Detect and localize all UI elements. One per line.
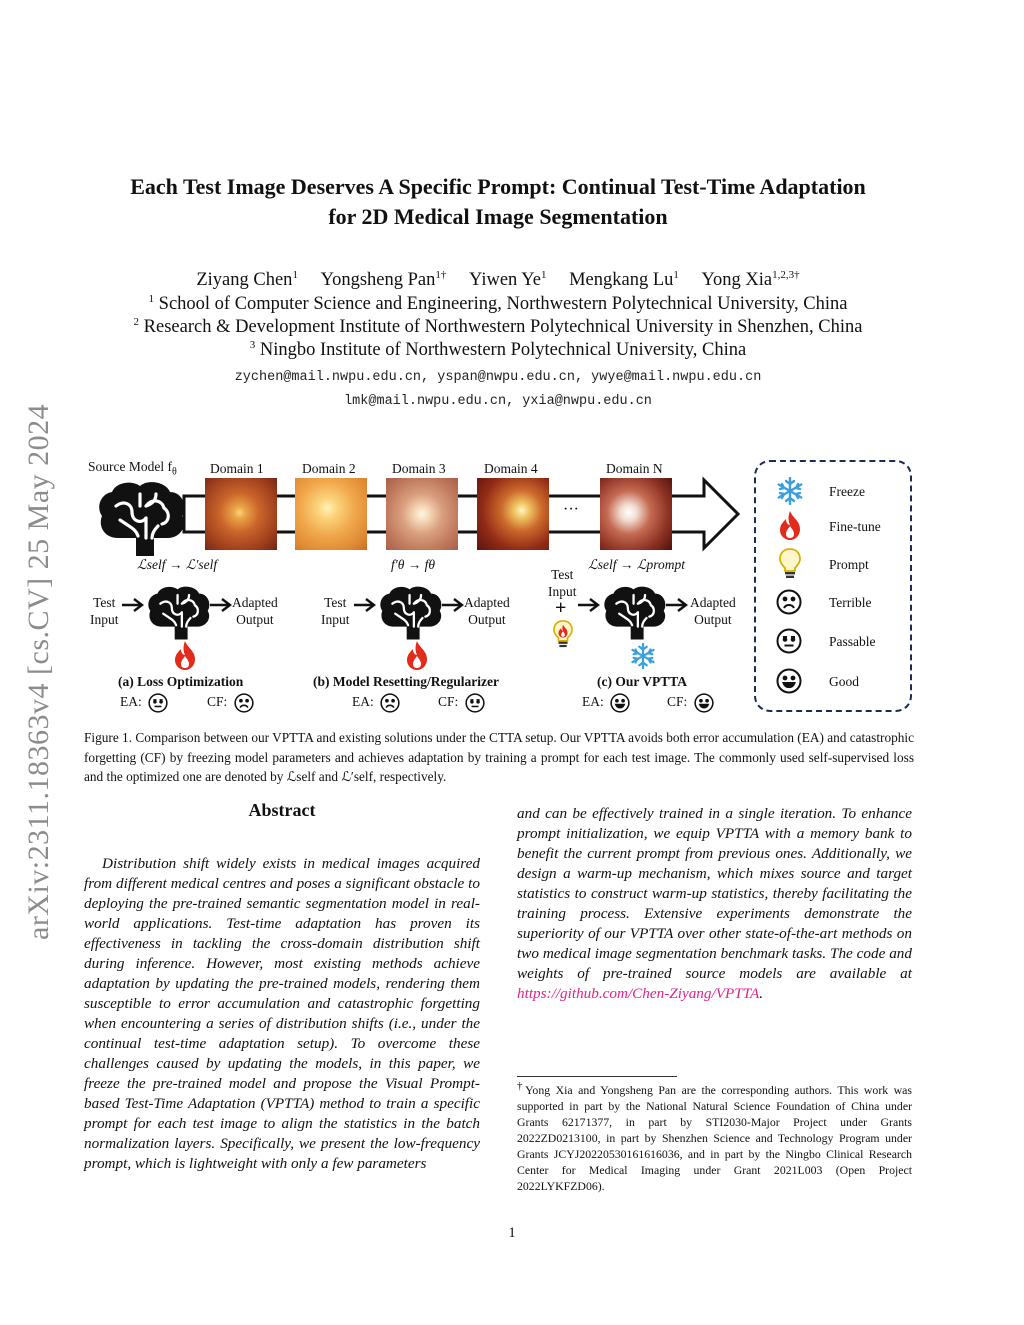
figure-legend (754, 460, 912, 712)
arrow-right-icon (442, 598, 466, 612)
domain-label: Domain 2 (302, 461, 356, 476)
abstract-body-continued: and can be effectively trained in a single iteration. To enhance prompt initialization, we equip VPTTA with a memory bank to benefit the current prompt from previous ones. Additionally, we design a warm-up mechanism, which mixes source and target statistics to construct warm-up statistics, thereby facilitating the training process. Extensive experiments demonstrate the superiority of our VPTTA over other state-of-the-art methods on two medical image segmentation benchmark tasks. The code and weights of pre-trained source models are available at https://github.com/Chen-Ziyang/VPTTA. (517, 805, 912, 1002)
ea-label: EA: (582, 694, 604, 709)
affiliation: $^2$ Research & Development Institute of Northwestern Polytechnical University in Shenzhen, China (133, 315, 863, 337)
affiliation: $^1$ School of Computer Science and Engineering, Northwestern Polytechnical University, China (148, 292, 848, 314)
domain-label: Domain 4 (484, 461, 538, 476)
fine-tune-flame-icon (780, 511, 800, 540)
fundus-image-domain-n (600, 478, 672, 550)
formula-model-resetting: f′θ → fθ (391, 557, 435, 572)
footnote: †Yong Xia and Yongsheng Pan are the corresponding authors. This work was supported in part by the National Natural Science Foundation of China under Grants 62171377, in part by STI2030-Major Project under Grants 2022ZD0213100, in part by Shenzhen Science and Technology Program under Grants JCYJ20220530161616036, and in part by the Ningbo Clinical Research Center for Medical Imaging under Grant 2021L003 (Open Project 2022LYKFZD06). (517, 1080, 913, 1193)
plus-sign: + (555, 597, 567, 619)
legend-fine-tune-label: Fine-tune (829, 519, 881, 534)
good-face-icon (694, 693, 714, 713)
paper-title (60, 172, 936, 232)
fine-tune-flame-icon (407, 641, 427, 670)
ea-label: EA: (120, 694, 142, 709)
title-line-1: Each Test Image Deserves A Specific Prompt: Continual Test-Time Adaptation (130, 174, 866, 199)
adapted-output-label: Adapted Output (464, 595, 510, 627)
arxiv-identifier-stamp: arXiv:2311.18363v4 [cs.CV] 25 May 2024 (22, 403, 55, 940)
legend-freeze-label: Freeze (829, 484, 865, 499)
fundus-image-domain-2 (295, 478, 367, 550)
legend-prompt-label: Prompt (829, 557, 869, 572)
abstract-heading: Abstract (248, 800, 316, 820)
cf-label: CF: (438, 694, 459, 709)
panel-c-caption: (c) Our VPTTA (597, 674, 687, 689)
cf-label: CF: (207, 694, 228, 709)
domain-label: Domain N (606, 461, 663, 476)
domain-sequence-arrow-icon (182, 476, 742, 552)
test-input-label: Test Input (90, 595, 119, 627)
passable-face-icon (465, 693, 485, 713)
freeze-snowflake-icon (776, 477, 804, 505)
fundus-image-domain-4 (477, 478, 549, 550)
ea-label: EA: (352, 694, 374, 709)
author: Ziyang Chen$^1$ (196, 268, 298, 290)
arrow-right-icon (354, 598, 378, 612)
prompt-bulb-icon (553, 620, 573, 648)
page-number: 1 (508, 1225, 516, 1241)
source-model-label: Source Model $f_\theta$ (88, 459, 177, 478)
model-brain-icon (378, 585, 444, 641)
figure-caption: Figure 1. Comparison between our VPTTA and existing solutions under the CTTA setup. Our VPTTA avoids both error accumulation (EA) and catastrophic forgetting (CF) by freezing model parameters and achieves adaptation by training a prompt for each test image. The commonly used self-supervised loss and the optimized one are denoted by ℒself and ℒ′self, respectively. (84, 730, 914, 784)
fine-tune-flame-icon (175, 641, 195, 670)
fundus-image-domain-1 (205, 478, 277, 550)
author: Mengkang Lu$^1$ (569, 268, 679, 290)
legend-good-label: Good (829, 674, 859, 689)
domain-label: Domain 3 (392, 461, 446, 476)
source-model-brain-icon (96, 480, 188, 558)
good-face-icon (776, 668, 802, 694)
author-list (60, 270, 936, 291)
terrible-face-icon (776, 589, 802, 615)
fundus-image-domain-3 (386, 478, 458, 550)
legend-terrible-label: Terrible (829, 595, 872, 610)
domain-label: Domain 1 (210, 461, 264, 476)
email-list: zychen@mail.nwpu.edu.cn, yspan@nwpu.edu.cn, ywye@mail.nwpu.edu.cn (234, 370, 762, 385)
test-input-label: Test Input (321, 595, 350, 627)
freeze-snowflake-icon (630, 643, 656, 669)
title-line-2: for 2D Medical Image Segmentation (328, 204, 668, 229)
model-brain-icon (146, 585, 212, 641)
passable-face-icon (148, 693, 168, 713)
arrow-right-icon (666, 598, 690, 612)
test-input-label: Test Input (548, 567, 577, 599)
good-face-icon (610, 693, 630, 713)
adapted-output-label: Adapted Output (690, 595, 736, 627)
ellipsis: ··· (563, 501, 579, 518)
code-repository-link[interactable]: https://github.com/Chen-Ziyang/VPTTA (517, 985, 760, 1002)
formula-vptta: ℒself → ℒprompt (588, 557, 685, 572)
footnote-divider (517, 1076, 677, 1077)
model-brain-icon (602, 585, 668, 641)
passable-face-icon (776, 628, 802, 654)
prompt-bulb-icon (779, 548, 801, 579)
cf-label: CF: (667, 694, 688, 709)
arrow-right-icon (578, 598, 602, 612)
legend-passable-label: Passable (829, 634, 876, 649)
author: Yong Xia$^{1,2,3\dagger}$ (701, 268, 800, 290)
arrow-right-icon (122, 598, 146, 612)
email-list: lmk@mail.nwpu.edu.cn, yxia@nwpu.edu.cn (344, 394, 652, 409)
author: Yongsheng Pan$^{1\dagger}$ (320, 268, 447, 290)
terrible-face-icon (234, 693, 254, 713)
terrible-face-icon (380, 693, 400, 713)
adapted-output-label: Adapted Output (232, 595, 278, 627)
panel-b-caption: (b) Model Resetting/Regularizer (313, 674, 499, 689)
abstract-body: Distribution shift widely exists in medical images acquired from different medical centres and poses a significant obstacle to deploying the pre-trained semantic segmentation model in real-world applications. Test-time adaptation has proven its effectiveness in tackling the cross-domain distribution shift during inference. However, most existing methods achieve adaptation by updating the pre-trained models, rendering them susceptible to error accumulation and catastrophic forgetting when encountering a series of distribution shifts (i.e., under the continual test-time adaptation setup). To overcome these challenges caused by updating the models, in this paper, we freeze the pre-trained model and propose the Visual Prompt-based Test-Time Adaptation (VPTTA) method to train a specific prompt for each test image to align the statistics in the batch normalization layers. Specifically, we present the low-frequency prompt, which is lightweight with only a few parameters (84, 855, 480, 1172)
panel-a-caption: (a) Loss Optimization (118, 674, 244, 689)
author: Yiwen Ye$^1$ (468, 268, 547, 290)
arrow-right-icon (210, 598, 234, 612)
formula-loss-optimization: ℒself → ℒ′self (137, 557, 218, 572)
affiliation: $^3$ Ningbo Institute of Northwestern Polytechnical University, China (249, 338, 747, 360)
